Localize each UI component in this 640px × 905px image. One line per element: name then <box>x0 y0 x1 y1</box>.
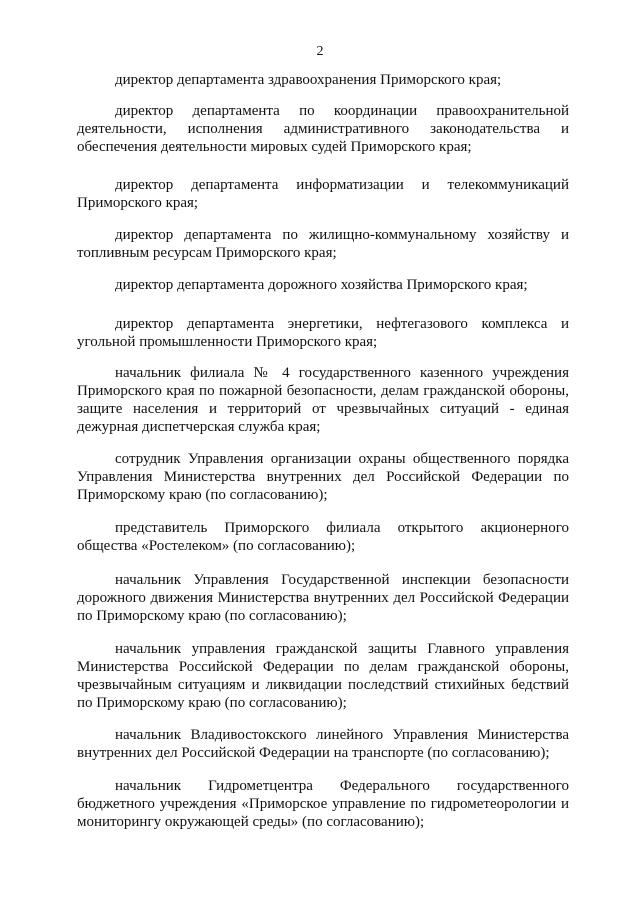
list-item: сотрудник Управления организации охраны общественного порядка Управления Министерства внутренних дел Российской Федерации по Приморскому краю (по согласованию); <box>77 451 569 503</box>
list-item: директор департамента по жилищно-коммунальному хозяйству и топливным ресурсам Приморского края; <box>77 227 569 261</box>
list-item: начальник филиала № 4 государственного казенного учреждения Приморского края по пожарной безопасности, делам гражданской обороны, защите населения и территорий от чрезвычайных ситуаций - единая дежурная диспетчерская служба края; <box>77 365 569 435</box>
list-item: начальник Гидрометцентра Федерального государственного бюджетного учреждения «Приморское управление по гидрометеорологии и мониторингу окружающей среды» (по согласованию); <box>77 778 569 830</box>
page-number: 2 <box>316 44 324 59</box>
list-item: директор департамента информатизации и телекоммуникаций Приморского края; <box>77 177 569 211</box>
list-item: директор департамента по координации правоохранительной деятельности, исполнения административного законодательства и обеспечения деятельности мировых судей Приморского края; <box>77 103 569 155</box>
list-item: директор департамента здравоохранения Приморского края; <box>115 72 502 88</box>
list-item: представитель Приморского филиала открытого акционерного общества «Ростелеком» (по согласованию); <box>77 520 569 554</box>
list-item: директор департамента энергетики, нефтегазового комплекса и угольной промышленности Приморского края; <box>77 316 569 350</box>
list-item: директор департамента дорожного хозяйства Приморского края; <box>115 277 528 293</box>
list-item: начальник управления гражданской защиты Главного управления Министерства Российской Федерации по делам гражданской обороны, чрезвычайным ситуациям и ликвидации последствий стихийных бедствий по Приморскому краю (по согласованию); <box>77 641 569 711</box>
list-item: начальник Управления Государственной инспекции безопасности дорожного движения Министерства внутренних дел Российской Федерации по Приморскому краю (по согласованию); <box>77 572 569 624</box>
list-item: начальник Владивостокского линейного Управления Министерства внутренних дел Российской Федерации на транспорте (по согласованию); <box>77 727 569 761</box>
